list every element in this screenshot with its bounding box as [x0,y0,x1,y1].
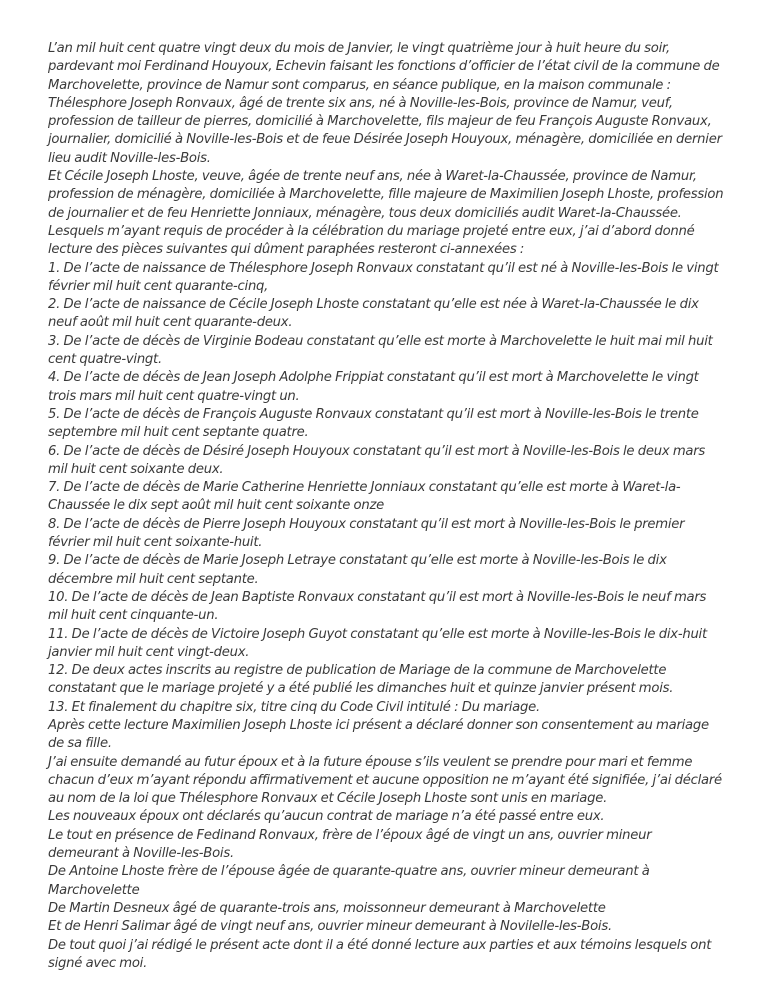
paragraph-consent: Après cette lecture Maximilien Joseph Lhoste ici présent a déclaré donner son consentement au mariage de sa fille. [48,717,709,752]
paragraph-witness-1: Le tout en présence de Fedinand Ronvaux, frère de l’époux âgé de vingt un ans, ouvrier mineur demeurant à Noville-les-Bois. [48,827,652,862]
list-item-9: 9. De l’acte de décès de Marie Joseph Letraye constatant qu’elle est morte à Noville-les-Bois le dix décembre mil huit cent septante. [48,553,667,587]
list-item-4: 4. De l’acte de décès de Jean Joseph Adolphe Frippiat constatant qu’il est mort à Marchovelette le vingt trois mars mil huit cent quatre-vingt un. [48,370,699,404]
list-item-1: 1. De l’acte de naissance de Thélesphore Joseph Ronvaux constatant qu’il est né à Noville-les-Bois le vingt février mil huit cent quarante-cinq, [48,260,719,294]
paragraph-declaration: J’ai ensuite demandé au futur époux et à la future épouse s’ils veulent se prendre pour mari et femme chacun d’eux m’ayant répondu affirmativement et aucune opposition ne m’ayant été signifiée, j’ai déclaré au nom de la loi que Thélesphore Ronvaux et Cécile Joseph Lhoste sont unis en mariage. [48,754,722,807]
list-item-5: 5. De l’acte de décès de François Auguste Ronvaux constatant qu’il est mort à Noville-les-Bois le trente septembre mil huit cent septante quatre. [48,406,699,441]
list-item-8: 8. De l’acte de décès de Pierre Joseph Houyoux constatant qu’il est mort à Noville-les-Bois le premier février mil huit cent soixante-huit. [48,516,685,551]
paragraph-request: Lesquels m’ayant requis de procéder à la célébration du mariage projeté entre eux, j’ai d’abord donné lecture des pièces suivantes qui dûment paraphées resteront ci-annexées : [48,223,695,258]
paragraph-bride: Et Cécile Joseph Lhoste, veuve, âgée de trente neuf ans, née à Waret-la-Chaussée, province de Namur, profession de ménagère, domiciliée à Marchovelette, fille majeure de Maximilien Joseph Lhoste, profession de journalier et de feu Henriette Jonniaux, ménagère, tous deux domiciliés audit Waret-la-Chaussée. [48,169,724,221]
list-item-7: 7. De l’acte de décès de Marie Catherine Henriette Jonniaux constatant qu’elle est morte à Waret-la-Chaussée le dix sept août mil huit cent soixante onze [48,480,681,514]
list-item-11: 11. De l’acte de décès de Victoire Joseph Guyot constatant qu’elle est morte à Noville-les-Bois le dix-huit janvier mil huit cent vingt-deux. [48,626,707,660]
paragraph-closing: De tout quoi j’ai rédigé le présent acte dont il a été donné lecture aux parties et aux témoins lesquels ont signé avec moi. [48,937,712,971]
list-item-6: 6. De l’acte de décès de Désiré Joseph Houyoux constatant qu’il est mort à Noville-les-Bois le deux mars mil huit cent soixante deux. [48,443,706,477]
document-body [48,40,724,973]
paragraph-witness-4: Et de Henri Salimar âgé de vingt neuf ans, ouvrier mineur demeurant à Novilelle-les-Bois. [48,919,612,935]
paragraph-witness-3: De Martin Desneux âgé de quarante-trois ans, moissonneur demeurant à Marchovelette [48,900,606,916]
paragraph-witness-2: De Antoine Lhoste frère de l’épouse âgée de quarante-quatre ans, ouvrier mineur demeurant à Marchovelette [48,864,650,898]
list-item-12: 12. De deux actes inscrits au registre de publication de Mariage de la commune de Marchovelette constatant que le mariage projeté y a été publié les dimanches huit et quinze janvier présent mois. [48,663,674,697]
paragraph-contract: Les nouveaux époux ont déclarés qu’aucun contrat de mariage n’a été passé entre eux. [48,809,605,825]
paragraph-groom: Thélesphore Joseph Ronvaux, âgé de trente six ans, né à Noville-les-Bois, province de Namur, veuf, profession de tailleur de pierres, domicilié à Marchovelette, fils majeur de feu François Auguste Ronvaux, journalier, domicilié à Noville-les-Bois et de feue Désirée Joseph Houyoux, ménagère, domiciliée en dernier lieu audit Noville-les-Bois. [48,95,722,166]
paragraph-preamble: L’an mil huit cent quatre vingt deux du mois de Janvier, le vingt quatrième jour à huit heure du soir, pardevant moi Ferdinand Houyoux, Echevin faisant les fonctions d’officier de l’état civil de la commune de Marchovelette, province de Namur sont comparus, en séance publique, en la maison communale : [48,41,720,93]
list-item-2: 2. De l’acte de naissance de Cécile Joseph Lhoste constatant qu’elle est née à Waret-la-Chaussée le dix neuf août mil huit cent quarante-deux. [48,297,699,331]
list-item-13: 13. Et finalement du chapitre six, titre cinq du Code Civil intitulé : Du mariage. [48,699,540,715]
list-item-3: 3. De l’acte de décès de Virginie Bodeau constatant qu’elle est morte à Marchovelette le huit mai mil huit cent quatre-vingt. [48,333,713,368]
list-item-10: 10. De l’acte de décès de Jean Baptiste Ronvaux constatant qu’il est mort à Noville-les-Bois le neuf mars mil huit cent cinquante-un. [48,589,707,624]
